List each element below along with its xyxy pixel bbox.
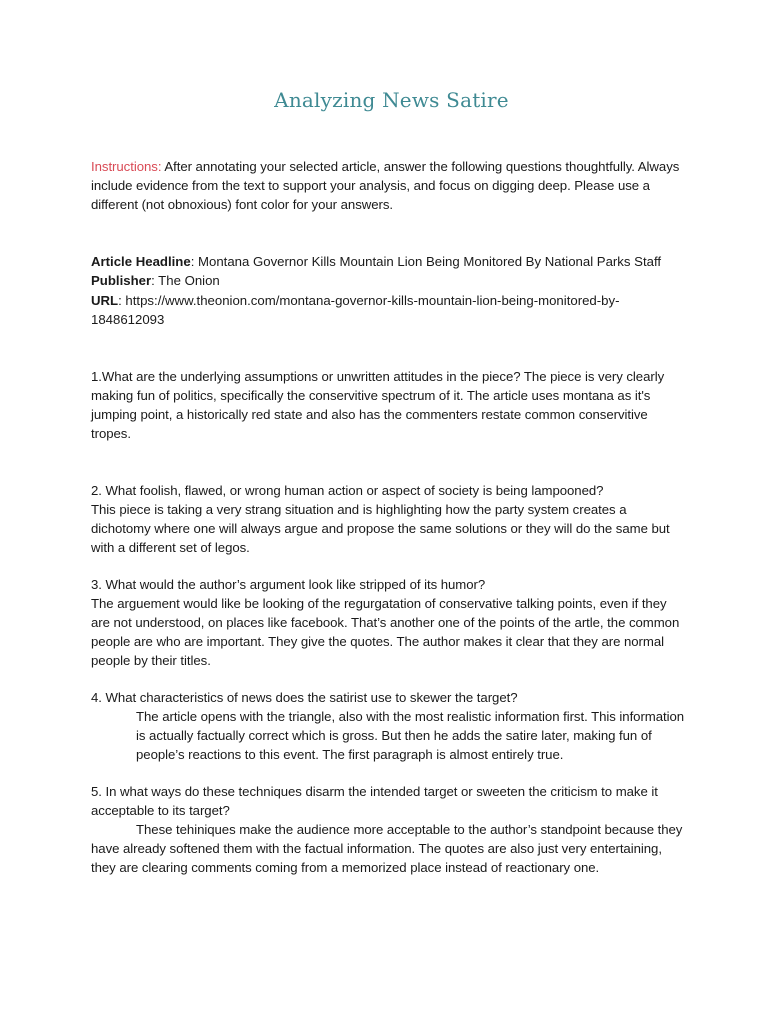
question-3-prompt: 3. What would the author’s argument look like stripped of its humor? <box>91 577 486 593</box>
question-2-answer: This piece is taking a very strang situation and is highlighting how the party system creates a dichotomy where one will always argue and propose the same solutions or they will do the same but with a different set of legos. <box>91 502 670 556</box>
question-1 <box>91 367 688 443</box>
url-line <box>91 291 688 330</box>
headline-label: Article Headline <box>91 254 191 269</box>
instructions-paragraph <box>91 157 688 214</box>
url-value: : https://www.theonion.com/montana-governor-kills-mountain-lion-being-monitored-by-1848612093 <box>91 292 620 327</box>
question-1-prompt: 1.What are the underlying assumptions or unwritten attitudes in the piece? <box>91 369 521 385</box>
publisher-value: : The Onion <box>151 273 220 289</box>
question-4-prompt: 4. What characteristics of news does the satirist use to skewer the target? <box>91 690 518 706</box>
question-4-answer: The article opens with the triangle, also with the most realistic information first. This information is actually factually correct which is gross. But then he adds the satire later, making fun of people’s reactions to this event. The first paragraph is almost entirely true. <box>136 709 685 763</box>
publisher-label: Publisher <box>91 273 152 289</box>
question-5-answer: These tehiniques make the audience more acceptable to the author’s standpoint because they have already softened them with the factual information. The quotes are also just very entertaining, they are clearing comments coming from a memorized place instead of reactionary one. <box>91 822 683 876</box>
question-5-prompt: 5. In what ways do these techniques disarm the intended target or sweeten the criticism to make it acceptable to its target? <box>91 784 658 819</box>
article-headline-line <box>91 252 688 271</box>
question-3-answer: The arguement would like be looking of the regurgatation of conservative talking points, even if they are not understood, on places like facebook. That’s another one of the points of the artle, the common people are who are important. They give the quotes. The author makes it clear that they are normal people by their titles. <box>91 596 680 669</box>
page-title: Analyzing News Satire <box>274 88 509 112</box>
question-2-prompt: 2. What foolish, flawed, or wrong human action or aspect of society is being lampooned? <box>91 483 604 499</box>
headline-value: : Montana Governor Kills Mountain Lion Being Monitored By National Parks Staff <box>190 254 662 269</box>
url-label: URL <box>91 292 119 308</box>
instructions-label: Instructions: <box>91 159 162 174</box>
instructions-text: After annotating your selected article, answer the following questions thoughtfully. Always include evidence from the text to support your analysis, and focus on digging deep. Please use a different (not obnoxious) font color for your answers. <box>91 159 680 212</box>
publisher-line <box>91 271 688 290</box>
question-1-answer: The piece is very clearly making fun of politics, specifically the conservitive spectrum of it. The article uses montana as it's jumping point, a historically red state and also has the commenters restate common conservitive tropes. <box>91 369 665 442</box>
